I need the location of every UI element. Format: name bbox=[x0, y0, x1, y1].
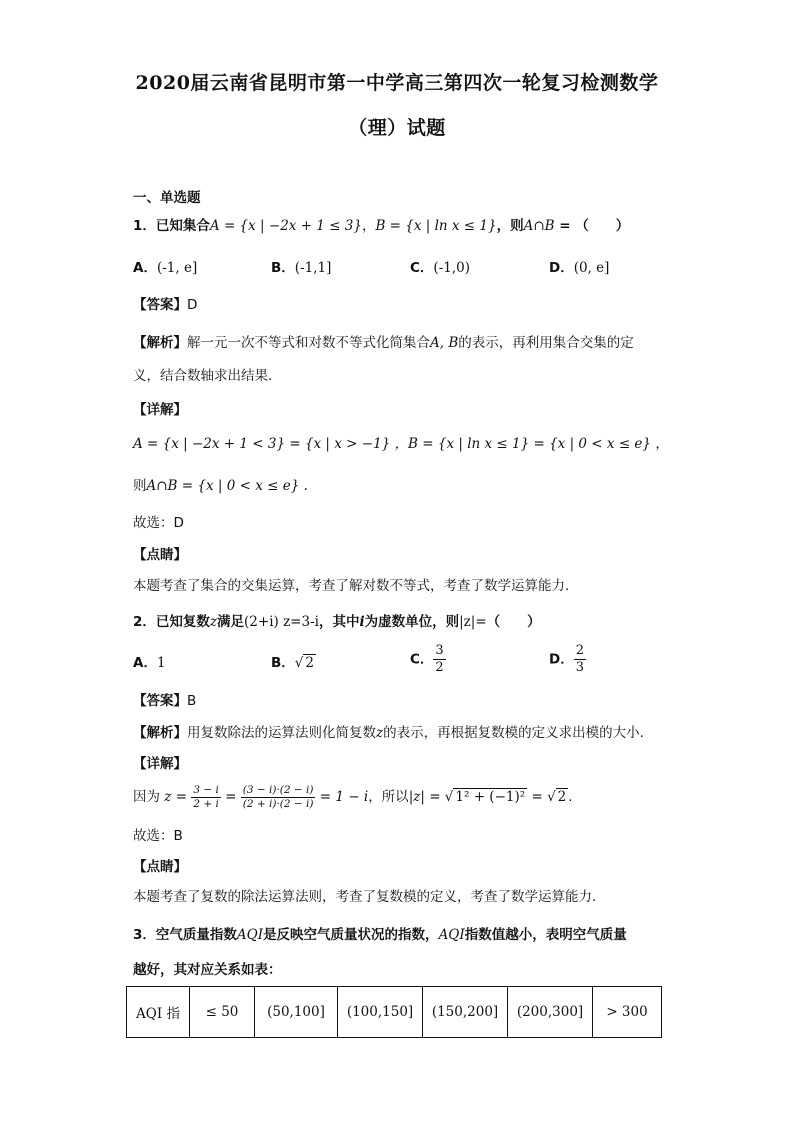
q1-option-a: A．(-1, e] bbox=[133, 260, 198, 276]
q1-detail-line1: A = {x | −2x + 1 < 3} = {x | x > −1} ，B = {x | ln x ≤ 1} = {x | 0 < x ≤ e} ， bbox=[133, 436, 669, 452]
q1-set-a: A = {x | −2x + 1 ≤ 3} bbox=[209, 218, 362, 234]
q1-set-b: B = {x | ln x ≤ 1} bbox=[375, 218, 497, 234]
q1-analysis-line2: 义，结合数轴求出结果. bbox=[133, 368, 273, 384]
q1-prefix: 已知集合 bbox=[155, 218, 210, 234]
q1-option-b: B．(-1,1] bbox=[271, 260, 332, 276]
q2-comment-label: 【点睛】 bbox=[133, 859, 187, 875]
q2-detail-equation: 因为 z = $\frac{3 - i}{2 + i}$ = $\frac{(3 - i)\cdot(2 - i)}{(2 + i)\cdot(2 - i)}$ = 1 − i，所以|z| = √ 1² + (−1)² = √ 2 . bbox=[133, 783, 573, 810]
table-row bbox=[127, 987, 662, 1038]
table-header-cell: ≤ 50 bbox=[190, 987, 255, 1038]
table-header-cell: AQI 指 bbox=[127, 987, 190, 1038]
q2-option-a: A．1 bbox=[133, 655, 166, 671]
table-header-cell: (50,100] bbox=[255, 987, 338, 1038]
table-header-cell: > 300 bbox=[593, 987, 662, 1038]
section-heading: 一、单选题 bbox=[133, 190, 201, 206]
q1-comment: 本题考查了集合的交集运算，考查了解对数不等式，考查了数学运算能力. bbox=[133, 578, 570, 594]
aqi-table bbox=[126, 986, 662, 1038]
q2-stem: 2．已知复数z满足(2+i) z=3-i，其中i为虚数单位，则|z|=（ ） bbox=[133, 614, 541, 630]
q1-answer: 【答案】D bbox=[133, 297, 198, 313]
q1-choose: 故选：D bbox=[133, 515, 184, 531]
table-header-cell: (100,150] bbox=[338, 987, 423, 1038]
q1-option-c: C．(-1,0) bbox=[410, 260, 470, 276]
q1-comment-label: 【点睛】 bbox=[133, 547, 187, 563]
q3-stem-line2: 越好，其对应关系如表： bbox=[133, 962, 282, 978]
q1-expr: A∩B bbox=[523, 218, 555, 234]
q1-number: 1． bbox=[133, 218, 156, 234]
q2-option-c: C． $\frac{3}{2}$ bbox=[410, 643, 444, 675]
document-title-line2: （理）试题 bbox=[348, 117, 446, 139]
table-header-cell: (200,300] bbox=[508, 987, 593, 1038]
q2-answer: 【答案】B bbox=[133, 693, 197, 709]
q1-detail-label: 【详解】 bbox=[133, 402, 187, 418]
q1-detail-line2: 则A∩B = {x | 0 < x ≤ e} . bbox=[133, 478, 308, 494]
q2-comment: 本题考查了复数的除法运算法则，考查了复数模的定义，考查了数学运算能力. bbox=[133, 889, 597, 905]
q1-analysis: 【解析】解一元一次不等式和对数不等式化简集合A, B的表示，再利用集合交集的定 bbox=[133, 335, 634, 351]
q2-detail-label: 【详解】 bbox=[133, 756, 187, 772]
q1-stem bbox=[133, 216, 629, 236]
q2-choose: 故选：B bbox=[133, 828, 183, 844]
q3-stem-line1: 3．空气质量指数AQI是反映空气质量状况的指数，AQI指数值越小，表明空气质量 bbox=[133, 927, 627, 943]
q1-blank: = （ ） bbox=[554, 218, 630, 234]
q2-analysis: 【解析】用复数除法的运算法则化简复数z的表示，再根据复数模的定义求出模的大小. bbox=[133, 725, 644, 741]
q2-option-b: B．√ 2 bbox=[271, 655, 314, 671]
document-title-line1: 2020届云南省昆明市第一中学高三第四次一轮复习检测数学 bbox=[135, 72, 659, 94]
q1-option-d: D．(0, e] bbox=[549, 260, 610, 276]
q2-option-d: D． $\frac{2}{3}$ bbox=[549, 643, 584, 675]
table-header-cell: (150,200] bbox=[423, 987, 508, 1038]
q1-sep: ， bbox=[361, 218, 376, 234]
q1-then: ，则 bbox=[496, 218, 524, 234]
